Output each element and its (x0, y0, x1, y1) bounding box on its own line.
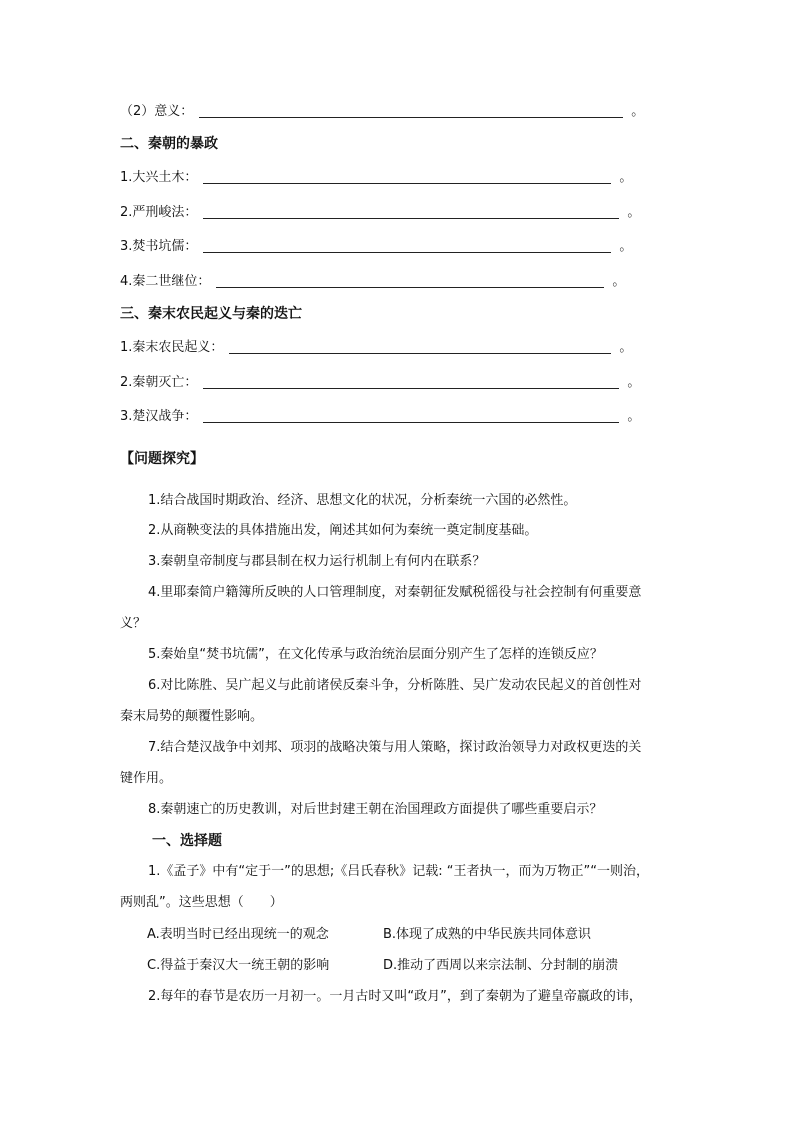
fill-end: 。 (619, 170, 633, 185)
section-title: 三、秦末农民起义与秦的迭亡 (120, 306, 302, 322)
fill-label: 1.大兴土木： (120, 170, 198, 185)
fill-item (120, 203, 640, 223)
fill-label: 3.焚书坑儒： (120, 239, 198, 254)
inquiry-question-2: 2.从商鞅变法的具体措施出发，阐述其如何为秦统一奠定制度基础。 (148, 523, 538, 538)
fill-end: 。 (619, 340, 633, 355)
answer-blank[interactable] (203, 205, 619, 219)
option-a[interactable]: A.表明当时已经出现统一的观念 (147, 927, 329, 942)
answer-blank[interactable] (203, 409, 619, 423)
fill-label: 1.秦末农民起义： (120, 340, 224, 355)
fill-item (120, 168, 632, 188)
inquiry-title: 【问题探究】 (120, 451, 204, 467)
choice-section-title: 一、选择题 (152, 833, 222, 849)
fill-end: 。 (627, 375, 641, 390)
fill-item (120, 237, 632, 257)
fill-item-significance (120, 102, 644, 122)
answer-blank[interactable] (229, 340, 611, 354)
inquiry-question-8: 8.秦朝速亡的历史教训，对后世封建王朝在治国理政方面提供了哪些重要启示？ (148, 802, 603, 817)
answer-blank[interactable] (203, 239, 611, 253)
fill-label: 2.严刑峻法： (120, 205, 198, 220)
fill-label: 2.秦朝灭亡： (120, 375, 198, 390)
fill-item (120, 338, 632, 358)
fill-end: 。 (619, 239, 633, 254)
option-c[interactable]: C.得益于秦汉大一统王朝的影响 (147, 958, 330, 973)
fill-label: （2）意义： (120, 104, 194, 119)
inquiry-question-7-cont: 键作用。 (120, 771, 173, 786)
fill-end: 。 (627, 205, 641, 220)
answer-blank[interactable] (203, 375, 619, 389)
choice-question-1: 1.《孟子》中有“定于一”的思想;《吕氏春秋》记载: “王者执一，而为万物正”“一则治， (148, 864, 649, 879)
fill-item (120, 373, 640, 393)
inquiry-question-6: 6.对比陈胜、吴广起义与此前诸侯反秦斗争，分析陈胜、吴广发动农民起义的首创性对 (148, 678, 642, 693)
section-title: 二、秦朝的暴政 (120, 136, 218, 152)
option-d[interactable]: D.推动了西周以来宗法制、分封制的崩溃 (383, 958, 619, 973)
inquiry-question-1: 1.结合战国时期政治、经济、思想文化的状况，分析秦统一六国的必然性。 (148, 493, 577, 508)
fill-end: 。 (631, 104, 645, 119)
inquiry-question-4-cont: 义？ (120, 616, 147, 631)
choice-question-2: 2.每年的春节是农历一月初一。一月古时又叫“政月”，到了秦朝为了避皇帝嬴政的讳， (148, 989, 642, 1004)
option-b[interactable]: B.体现了成熟的中华民族共同体意识 (383, 927, 592, 942)
inquiry-question-6-cont: 秦末局势的颠覆性影响。 (120, 709, 264, 724)
answer-blank[interactable] (216, 274, 604, 288)
inquiry-question-5: 5.秦始皇“焚书坑儒”，在文化传承与政治统治层面分别产生了怎样的连锁反应？ (148, 647, 603, 662)
fill-end: 。 (627, 409, 641, 424)
fill-label: 3.楚汉战争： (120, 409, 198, 424)
fill-label: 4.秦二世继位： (120, 274, 211, 289)
fill-item (120, 272, 625, 292)
inquiry-question-7: 7.结合楚汉战争中刘邦、项羽的战略决策与用人策略，探讨政治领导力对政权更迭的关 (148, 740, 642, 755)
fill-end: 。 (612, 274, 626, 289)
inquiry-question-3: 3.秦朝皇帝制度与郡县制在权力运行机制上有何内在联系？ (148, 554, 486, 569)
inquiry-question-4: 4.里耶秦简户籍簿所反映的人口管理制度，对秦朝征发赋税徭役与社会控制有何重要意 (148, 585, 642, 600)
fill-item (120, 407, 640, 427)
answer-blank[interactable] (203, 170, 611, 184)
choice-question-1-cont: 两则乱”。这些思想（ ） (120, 895, 283, 910)
answer-blank[interactable] (199, 104, 623, 118)
